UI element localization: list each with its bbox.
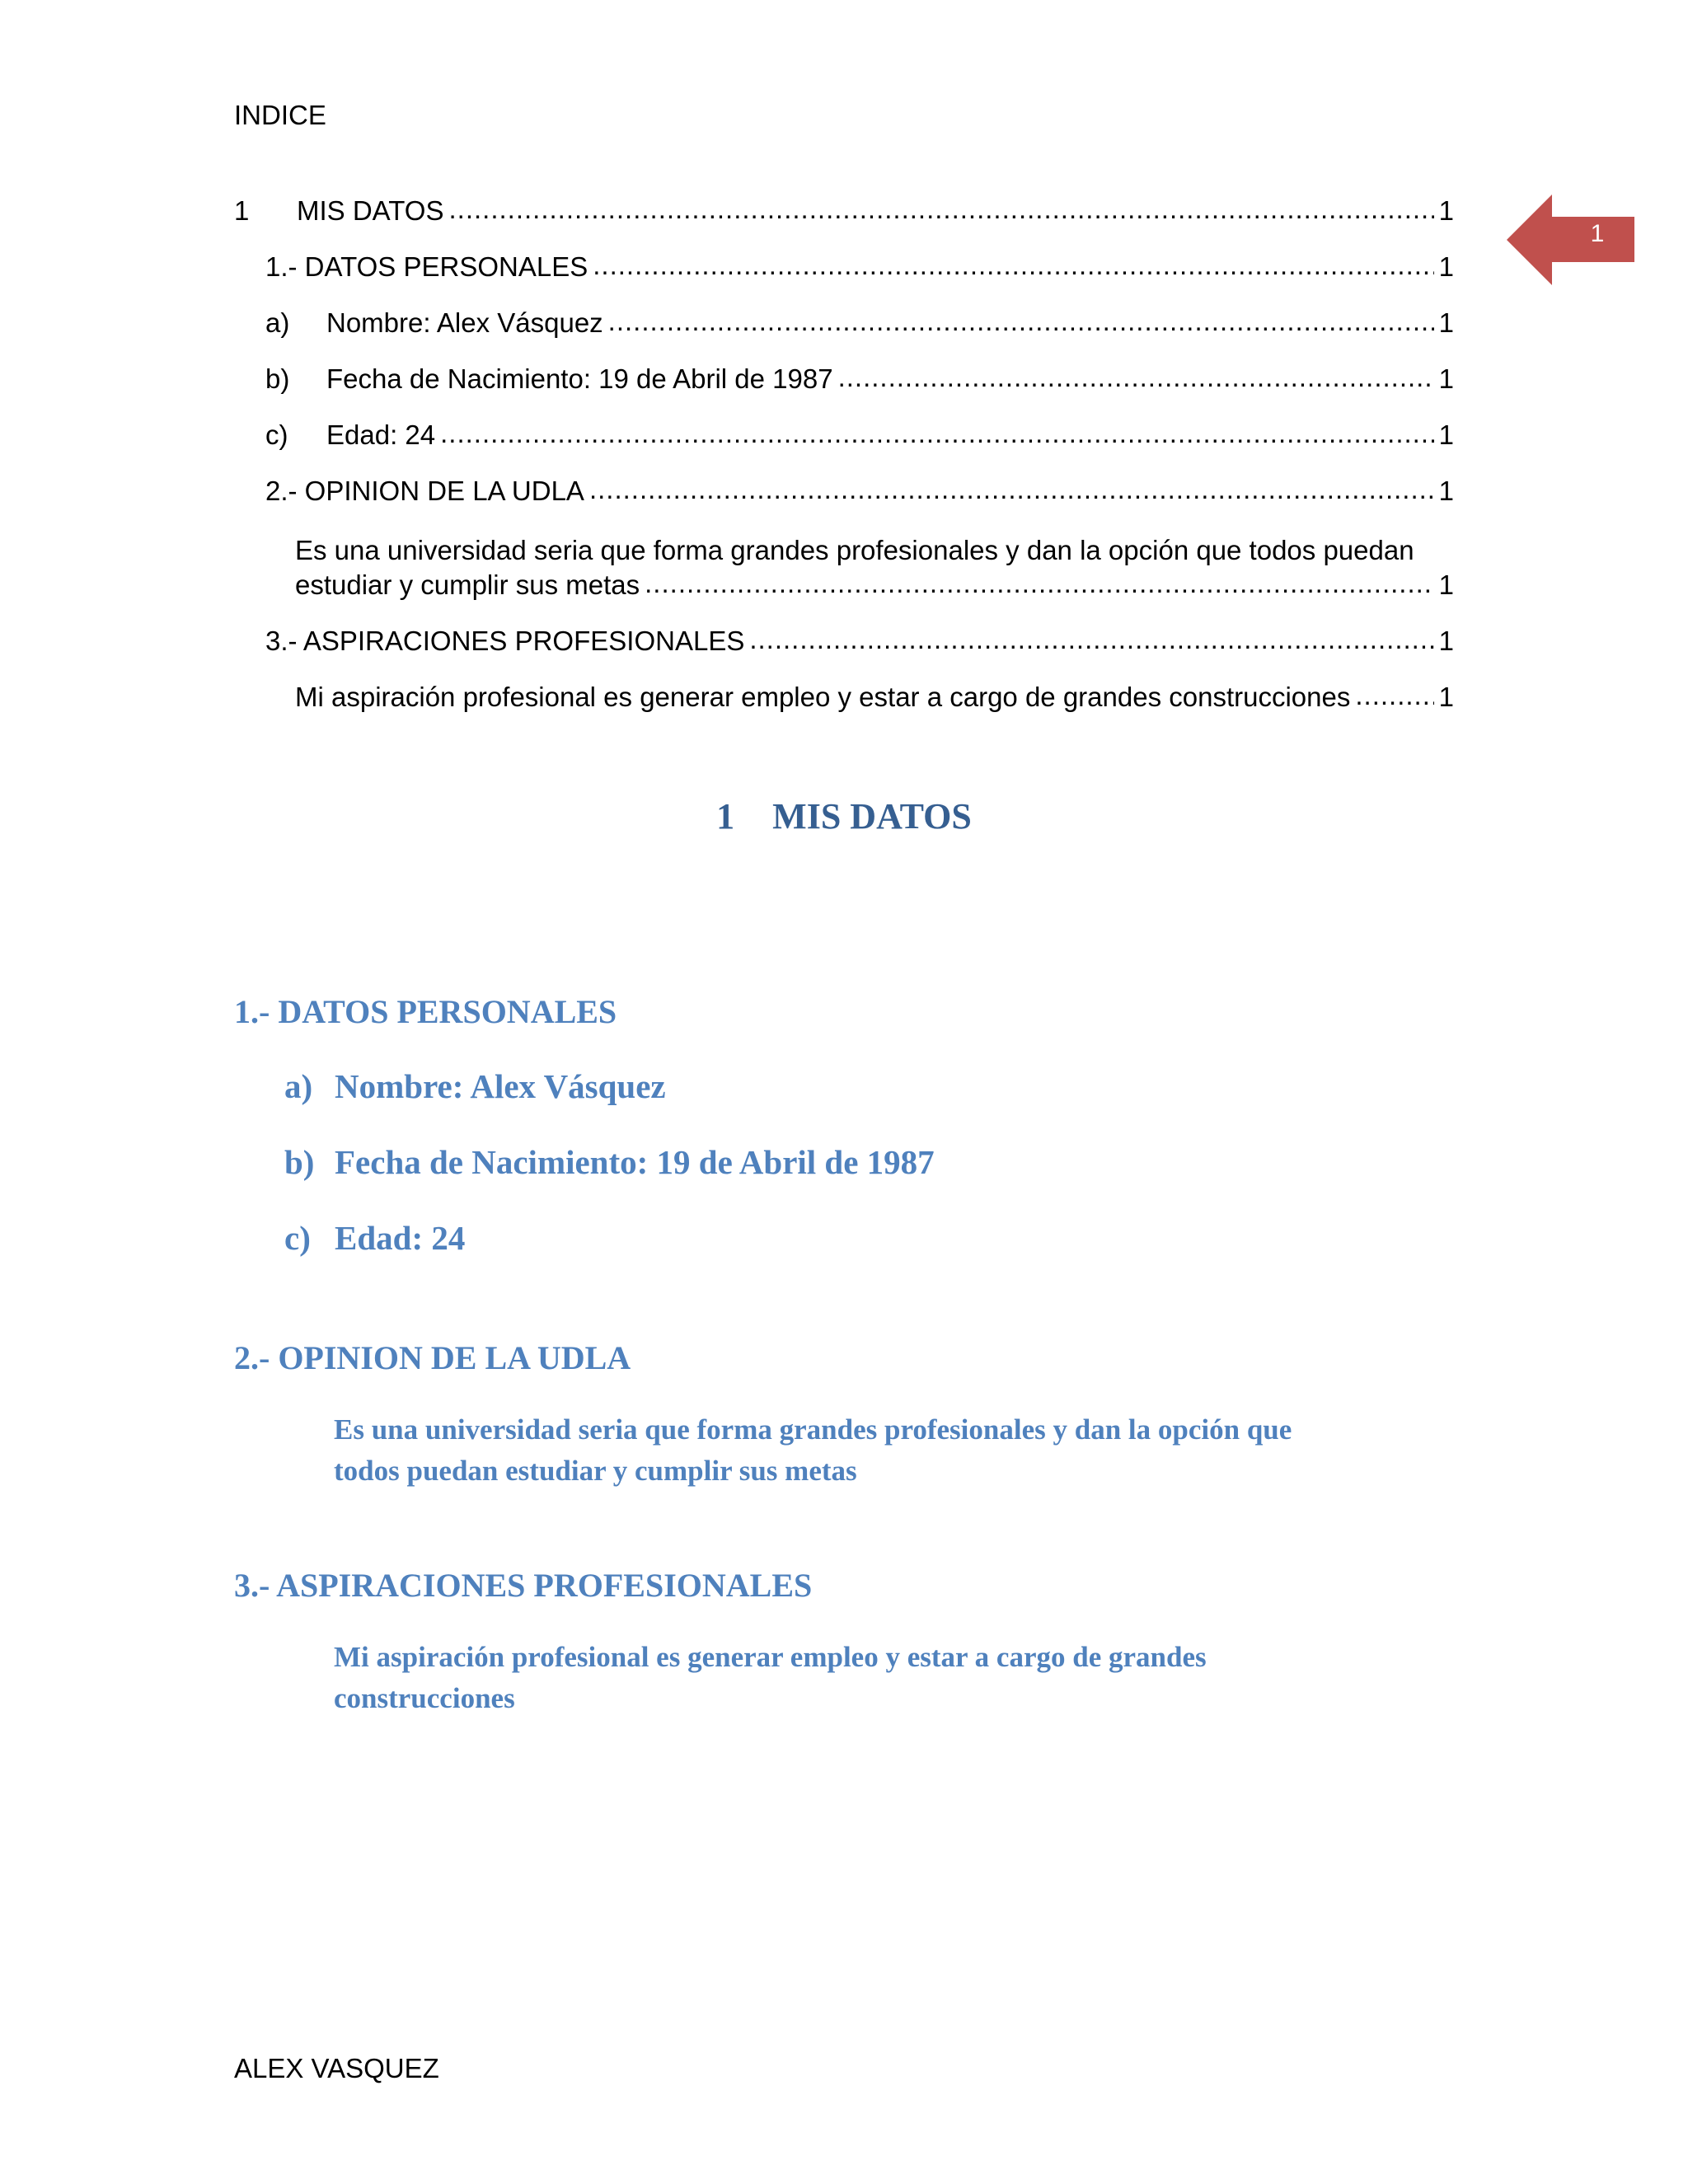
page-footer-author: ALEX VASQUEZ (234, 2053, 439, 2083)
toc-entry[interactable] (265, 358, 1454, 396)
page-number-marker (1507, 194, 1634, 285)
toc-entry[interactable] (265, 302, 1454, 340)
heading-1-text: MIS DATOS (772, 796, 972, 837)
toc-entry-page: 1 (1438, 419, 1454, 450)
toc-leader-dots (749, 623, 1433, 656)
list-item-text: Nombre: Alex Vásquez (335, 1067, 666, 1105)
list-item-marker: a) (284, 1067, 313, 1105)
list-item-text: Fecha de Nacimiento: 19 de Abril de 1987 (335, 1143, 935, 1181)
toc-entry-number: a) (265, 307, 290, 338)
toc-entry-text: 3.- ASPIRACIONES PROFESIONALES (265, 626, 745, 656)
toc-entry[interactable] (265, 470, 1454, 508)
toc-entry-page: 1 (1438, 569, 1454, 600)
aspiraciones-text-line2: construcciones (334, 1682, 515, 1714)
toc-leader-dots (645, 567, 1434, 600)
toc-entry-text: 2.- OPINION DE LA UDLA (265, 476, 584, 506)
section-title-datos-personales: 1.- DATOS PERSONALES (234, 993, 617, 1030)
heading-1 (0, 795, 1688, 837)
list-item-marker: c) (284, 1219, 311, 1257)
toc-entry-page: 1 (1438, 251, 1454, 282)
toc-entry-text: Nombre: Alex Vásquez (326, 307, 603, 338)
toc-entry-text: Mi aspiración profesional es generar empleo y estar a cargo de grandes construcciones (295, 682, 1351, 712)
toc-leader-dots (448, 193, 1433, 226)
toc-entry-page: 1 (1438, 307, 1454, 338)
table-of-contents (234, 190, 1454, 725)
list-item-text: Edad: 24 (335, 1219, 466, 1257)
toc-entry[interactable] (295, 676, 1454, 714)
page-header-title: INDICE (234, 100, 326, 130)
toc-entry-number: c) (265, 419, 288, 450)
opinion-text-line1: Es una universidad seria que forma grandes profesionales y dan la opción que (334, 1413, 1292, 1446)
toc-entry-page: 1 (1438, 195, 1454, 226)
toc-entry-text-line1[interactable]: Es una universidad seria que forma grandes profesionales y dan la opción que todos puedan (295, 535, 1414, 565)
toc-entry-text: 1.- DATOS PERSONALES (265, 251, 588, 282)
toc-leader-dots (589, 473, 1434, 506)
toc-entry-number: 1 (234, 195, 250, 226)
toc-entry[interactable] (265, 414, 1454, 452)
section-title-opinion: 2.- OPINION DE LA UDLA (234, 1339, 631, 1376)
heading-1-number: 1 (716, 796, 735, 837)
toc-leader-dots (608, 305, 1434, 338)
toc-entry-text: Fecha de Nacimiento: 19 de Abril de 1987 (326, 363, 833, 394)
toc-leader-dots (593, 249, 1433, 282)
page-number: 1 (1590, 220, 1605, 247)
toc-entry[interactable] (295, 564, 1454, 602)
toc-entry[interactable] (265, 620, 1454, 658)
opinion-text-line2: todos puedan estudiar y cumplir sus metas (334, 1455, 857, 1487)
toc-entry-page: 1 (1438, 626, 1454, 656)
list-item (284, 1218, 465, 1258)
toc-entry[interactable] (265, 246, 1454, 284)
aspiraciones-text-line1: Mi aspiración profesional es generar empleo y estar a cargo de grandes (334, 1641, 1207, 1673)
toc-entry-text: Edad: 24 (326, 419, 436, 450)
toc-entry-text: estudiar y cumplir sus metas (295, 569, 640, 600)
toc-entry[interactable] (234, 190, 1454, 227)
toc-entry-number: b) (265, 363, 290, 394)
toc-entry-page: 1 (1438, 363, 1454, 394)
section-title-aspiraciones: 3.- ASPIRACIONES PROFESIONALES (234, 1567, 813, 1604)
list-item (284, 1066, 666, 1106)
toc-leader-dots (440, 417, 1434, 450)
toc-entry-page: 1 (1438, 682, 1454, 712)
toc-entry-page: 1 (1438, 476, 1454, 506)
toc-leader-dots (1355, 679, 1433, 712)
toc-leader-dots (838, 361, 1434, 394)
list-item (284, 1142, 935, 1182)
toc-entry-text: MIS DATOS (297, 195, 444, 226)
list-item-marker: b) (284, 1143, 315, 1181)
